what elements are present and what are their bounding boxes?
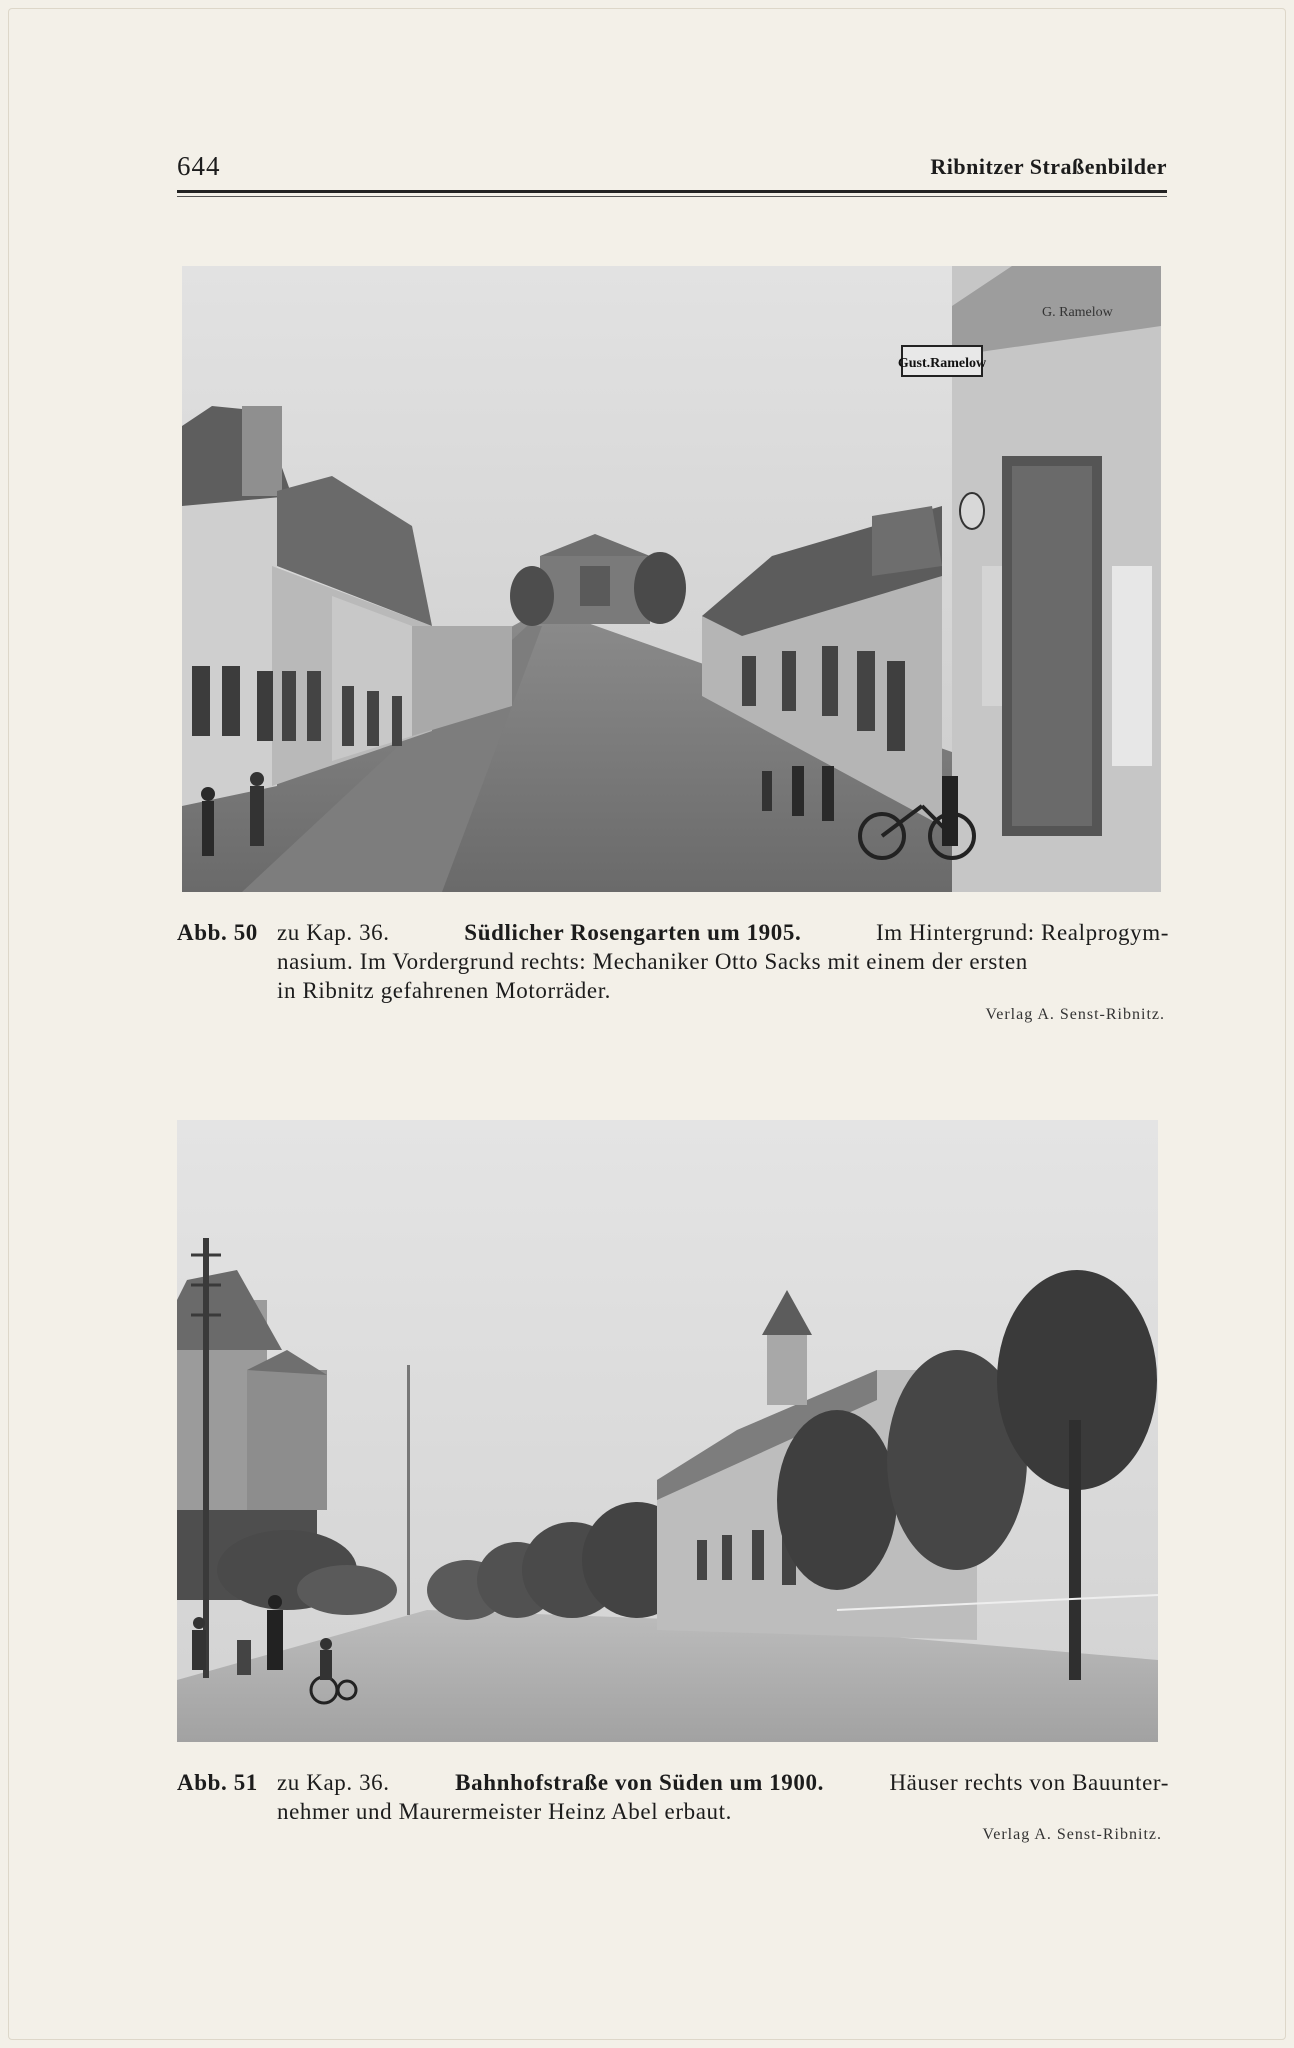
page-number: 644 <box>177 151 221 181</box>
caption-text: Häuser rechts von Bauunter- <box>889 1770 1169 1795</box>
figure-title: Südlicher Rosengarten um 1905. <box>464 920 802 945</box>
caption-line: in Ribnitz gefahrenen Motorräder. <box>277 978 612 1003</box>
figure-title: Bahnhofstraße von Süden um 1900. <box>455 1770 824 1795</box>
header-rule <box>177 190 1167 193</box>
shop-sign-text: Gust.Ramelow <box>897 356 987 371</box>
figure-label: Abb. 50 <box>177 920 258 945</box>
caption-line: nehmer und Maurermeister Heinz Abel erbaut. <box>277 1799 732 1824</box>
chapter-reference: zu Kap. 36. <box>277 1770 390 1795</box>
caption-line: nasium. Im Vordergrund rechts: Mechaniker Otto Sacks mit einem der ersten <box>277 949 1028 974</box>
street-photo-rosengarten <box>182 266 1161 892</box>
publisher-credit: Verlag A. Senst-Ribnitz. <box>982 1826 1162 1843</box>
running-header <box>177 150 1167 190</box>
publisher-credit: Verlag A. Senst-Ribnitz. <box>985 1006 1165 1023</box>
figure-caption-50 <box>177 918 1169 1005</box>
caption-text: Im Hintergrund: Realprogym- <box>876 920 1169 945</box>
figure-caption-51 <box>177 1768 1169 1826</box>
header-rule-thin <box>177 196 1167 197</box>
figure-label: Abb. 51 <box>177 1770 258 1795</box>
chapter-reference: zu Kap. 36. <box>277 920 390 945</box>
street-photo-bahnhofstrasse <box>177 1120 1158 1742</box>
running-title: Ribnitzer Straßenbilder <box>930 154 1167 179</box>
facade-text: G. Ramelow <box>1042 305 1113 320</box>
